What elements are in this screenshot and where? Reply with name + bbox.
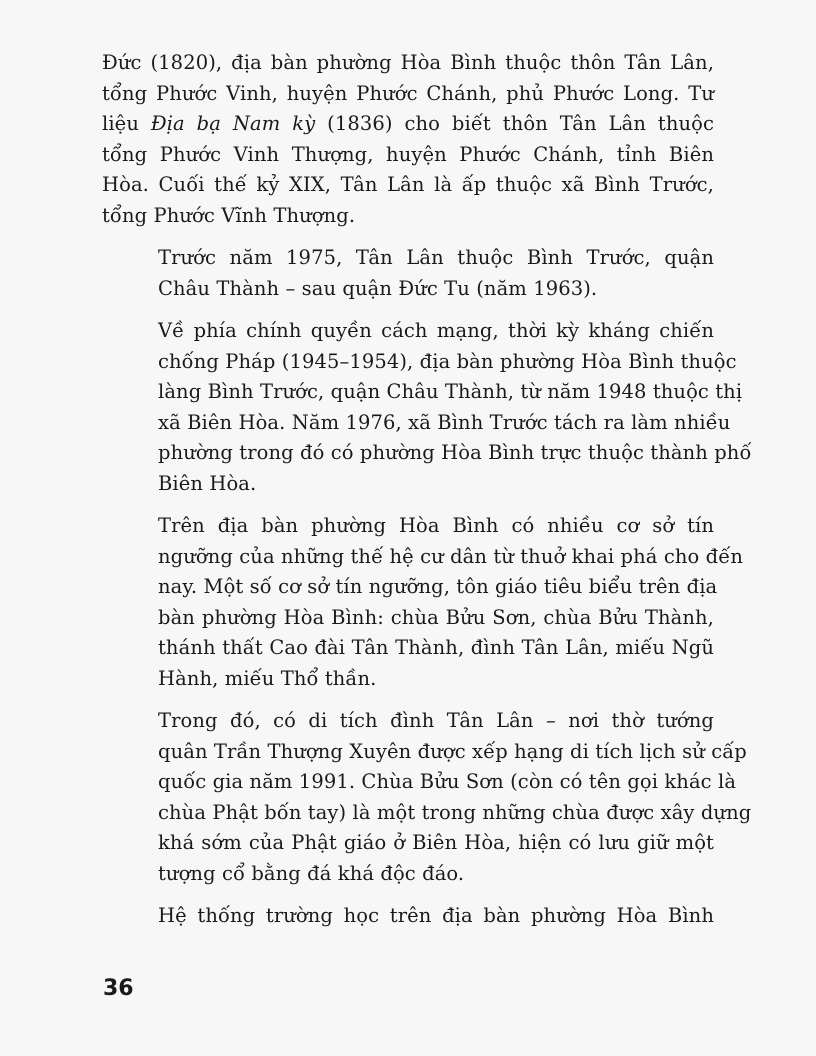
text-run: thánh thất Cao đài Tân Thành, đình Tân Lân, miếu Ngũ [158, 636, 714, 659]
text-line [102, 170, 714, 201]
text-run: xã Biên Hòa. Năm 1976, xã Bình Trước tách ra làm nhiều [158, 410, 731, 434]
text-run: (1836) cho biết thôn Tân Lân thuộc [315, 112, 715, 135]
italic-text: Địa bạ Nam kỳ [150, 112, 316, 135]
text-line [102, 767, 737, 798]
text-run: chùa Phật bốn tay) là một trong những chùa được xây dựng [158, 800, 752, 824]
text-run: bàn phường Hòa Bình: chùa Bửu Sơn, chùa Bửu Thành, [158, 605, 714, 629]
paragraph [102, 901, 714, 932]
text-line [102, 542, 743, 573]
text-line [102, 737, 747, 768]
text-line [102, 706, 714, 737]
text-line [102, 572, 718, 603]
text-run: Trước năm 1975, Tân Lân thuộc Bình Trước, quận [158, 246, 714, 269]
text-line [102, 408, 731, 439]
text-run: nay. Một số cơ sở tín ngưỡng, tôn giáo tiêu biểu trên địa [158, 575, 718, 598]
text-line [102, 798, 752, 829]
text-run: Trong đó, có di tích đình Tân Lân – nơi thờ tướng [158, 709, 714, 732]
text-line [102, 316, 714, 347]
text-line [102, 664, 714, 695]
text-line [102, 438, 752, 469]
text-run: quốc gia năm 1991. Chùa Bửu Sơn (còn có tên gọi khác là [158, 770, 737, 793]
paragraph [102, 48, 714, 231]
text-line [102, 828, 714, 859]
text-run: chống Pháp (1945–1954), địa bàn phường Hòa Bình thuộc [158, 349, 737, 373]
text-run: Biên Hòa. [158, 471, 257, 495]
text-line [102, 469, 714, 500]
text-line [102, 274, 714, 305]
text-line [102, 201, 714, 232]
text-run: làng Bình Trước, quận Châu Thành, từ năm 1948 thuộc thị [158, 380, 743, 403]
paragraph [102, 243, 714, 304]
text-line [102, 377, 743, 408]
text-run: Đức (1820), địa bàn phường Hòa Bình thuộc thôn Tân Lân, [102, 51, 714, 74]
text-run: tổng Phước Vinh Thượng, huyện Phước Chánh, tỉnh Biên [102, 142, 714, 166]
paragraph [102, 316, 752, 499]
page-body [102, 48, 752, 932]
text-run: Châu Thành – sau quận Đức Tu (năm 1963). [158, 276, 598, 300]
text-line [102, 48, 714, 79]
text-run: tổng Phước Vinh, huyện Phước Chánh, phủ Phước Long. Tư [102, 81, 714, 105]
page-number: 36 [103, 976, 134, 1001]
text-line [102, 243, 714, 274]
text-run: khá sớm của Phật giáo ở Biên Hòa, hiện có lưu giữ một [158, 831, 714, 854]
text-run: Trên địa bàn phường Hòa Bình có nhiều cơ sở tín [158, 514, 714, 537]
paragraph [102, 511, 743, 694]
text-run: tổng Phước Vĩnh Thượng. [102, 203, 356, 227]
text-line [102, 633, 714, 664]
text-run: tượng cổ bằng đá khá độc đáo. [158, 861, 465, 885]
text-line [102, 79, 714, 110]
text-line [102, 603, 714, 634]
paragraph [102, 706, 752, 889]
text-line [102, 859, 714, 890]
text-run: Hòa. Cuối thế kỷ XIX, Tân Lân là ấp thuộc xã Bình Trước, [102, 173, 714, 196]
text-line [102, 511, 714, 542]
text-line [102, 901, 714, 932]
text-run: Về phía chính quyền cách mạng, thời kỳ kháng chiến [158, 319, 714, 342]
text-line [102, 140, 714, 171]
text-run: phường trong đó có phường Hòa Bình trực thuộc thành phố [158, 441, 752, 464]
text-line [102, 347, 737, 378]
text-line [102, 109, 714, 140]
text-run: Hành, miếu Thổ thần. [158, 666, 377, 690]
text-run: ngưỡng của những thế hệ cư dân từ thuở khai phá cho đến [158, 544, 743, 568]
text-run: Hệ thống trường học trên địa bàn phường Hòa Bình [158, 904, 714, 927]
text-run: quân Trần Thượng Xuyên được xếp hạng di tích lịch sử cấp [158, 739, 747, 763]
text-run: liệu [102, 112, 151, 135]
